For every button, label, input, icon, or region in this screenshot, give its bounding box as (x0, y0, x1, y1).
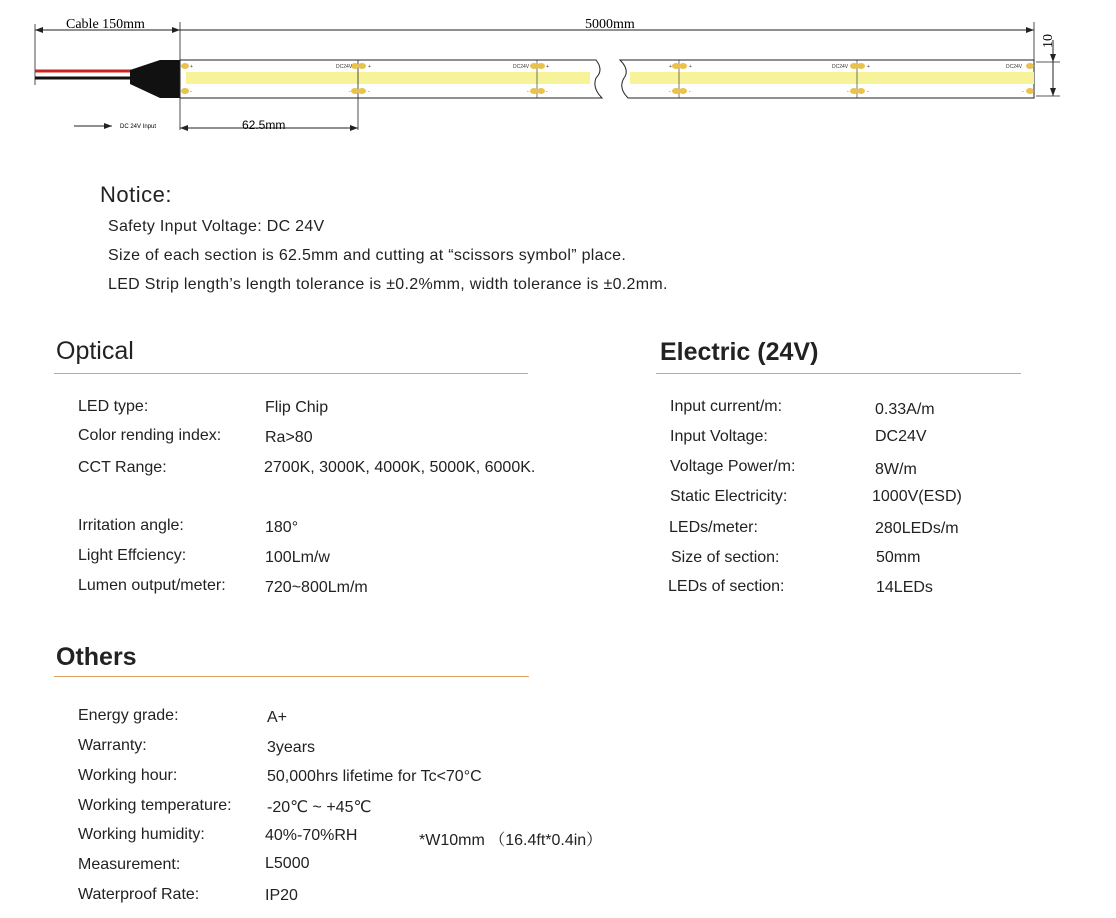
electric-label: Static Electricity: (670, 488, 788, 505)
optical-title: Optical (56, 337, 134, 365)
notice-line: Safety Input Voltage: DC 24V (108, 218, 325, 235)
others-value: 3years (267, 739, 316, 756)
notice-title: Notice: (100, 182, 172, 207)
pad-mark: - (669, 89, 671, 95)
others-value: 40%-70%RH (265, 827, 358, 844)
pad-mark: - (847, 89, 849, 95)
others-label: Working temperature: (78, 797, 232, 814)
optical-label: CCT Range: (78, 459, 167, 476)
optical-divider (54, 373, 528, 374)
pad-mark: - (1022, 89, 1024, 95)
optical-value: Flip Chip (265, 399, 329, 416)
others-label: Warranty: (78, 737, 147, 754)
optical-label: Irritation angle: (78, 517, 184, 534)
optical-value: Ra>80 (265, 429, 313, 446)
electric-value: 50mm (876, 549, 921, 566)
optical-label: LED type: (78, 398, 149, 415)
others-label: Measurement: (78, 856, 181, 873)
optical-value: 720~800Lm/m (265, 579, 368, 596)
input-label: DC 24V Input (120, 124, 157, 130)
notice-line: Size of each section is 62.5mm and cutting at “scissors symbol” place. (108, 247, 627, 264)
electric-label: Input Voltage: (670, 428, 768, 445)
pcb-mark: DC24V (336, 64, 353, 70)
others-title: Others (56, 643, 137, 671)
electric-divider (656, 373, 1021, 374)
others-label: Working hour: (78, 767, 178, 784)
pad-mark: - (689, 89, 691, 95)
others-value: 50,000hrs lifetime for Tc<70°C (267, 768, 482, 785)
others-value: A+ (267, 709, 288, 726)
optical-value: 2700K, 3000K, 4000K, 5000K, 6000K. (264, 459, 536, 476)
pad-mark: + (867, 64, 870, 70)
optical-label: Lumen output/meter: (78, 577, 226, 594)
others-divider (54, 676, 529, 677)
pad-mark: - (546, 89, 548, 95)
led-emitter-2 (630, 72, 1034, 84)
notice-line: LED Strip length’s length tolerance is ±0.2%mm, width tolerance is ±0.2mm. (108, 276, 668, 293)
strip-length-label: 5000mm (585, 17, 635, 32)
electric-label: LEDs/meter: (669, 519, 758, 536)
cable-length-label: Cable 150mm (66, 17, 145, 32)
pad-mark: - (527, 89, 529, 95)
pad-mark: - (190, 89, 192, 95)
dimension-note: *W10mm （16.4ft*0.4in） (419, 832, 603, 849)
electric-value: 280LEDs/m (875, 520, 959, 537)
others-value: -20℃ ~ +45℃ (267, 799, 372, 816)
pcb-mark: DC24V (1006, 64, 1023, 70)
pcb-mark: DC24V (832, 64, 849, 70)
pad-mark: + (669, 64, 672, 70)
pad-mark: + (190, 64, 193, 70)
pad-mark: + (368, 64, 371, 70)
electric-label: LEDs of section: (668, 578, 785, 595)
others-label: Waterproof Rate: (78, 886, 200, 903)
electric-value: 14LEDs (876, 579, 933, 596)
led-emitter-1 (186, 72, 590, 84)
pad-mark: - (867, 89, 869, 95)
electric-title: Electric (24V) (660, 338, 819, 366)
strip-drawing (0, 0, 1116, 140)
optical-label: Light Effciency: (78, 547, 187, 564)
others-value: IP20 (265, 887, 298, 904)
electric-label: Size of section: (671, 549, 780, 566)
electric-label: Voltage Power/m: (670, 458, 796, 475)
section-length-label: 62.5mm (242, 118, 286, 132)
optical-label: Color rending index: (78, 427, 222, 444)
pad-mark: + (546, 64, 549, 70)
electric-value: DC24V (875, 428, 927, 445)
others-value: L5000 (265, 855, 310, 872)
optical-value: 180° (265, 519, 299, 536)
electric-value: 0.33A/m (875, 401, 935, 418)
others-label: Energy grade: (78, 707, 179, 724)
pad-mark: + (689, 64, 692, 70)
others-label: Working humidity: (78, 826, 205, 843)
electric-value: 1000V(ESD) (872, 488, 962, 505)
strip-width-label: 10 (1041, 34, 1056, 48)
pad-mark: - (368, 89, 370, 95)
electric-label: Input current/m: (670, 398, 783, 415)
optical-value: 100Lm/w (265, 549, 330, 566)
pad-mark: - (349, 89, 351, 95)
pcb-mark: DC24V (513, 64, 530, 70)
electric-value: 8W/m (875, 461, 917, 478)
